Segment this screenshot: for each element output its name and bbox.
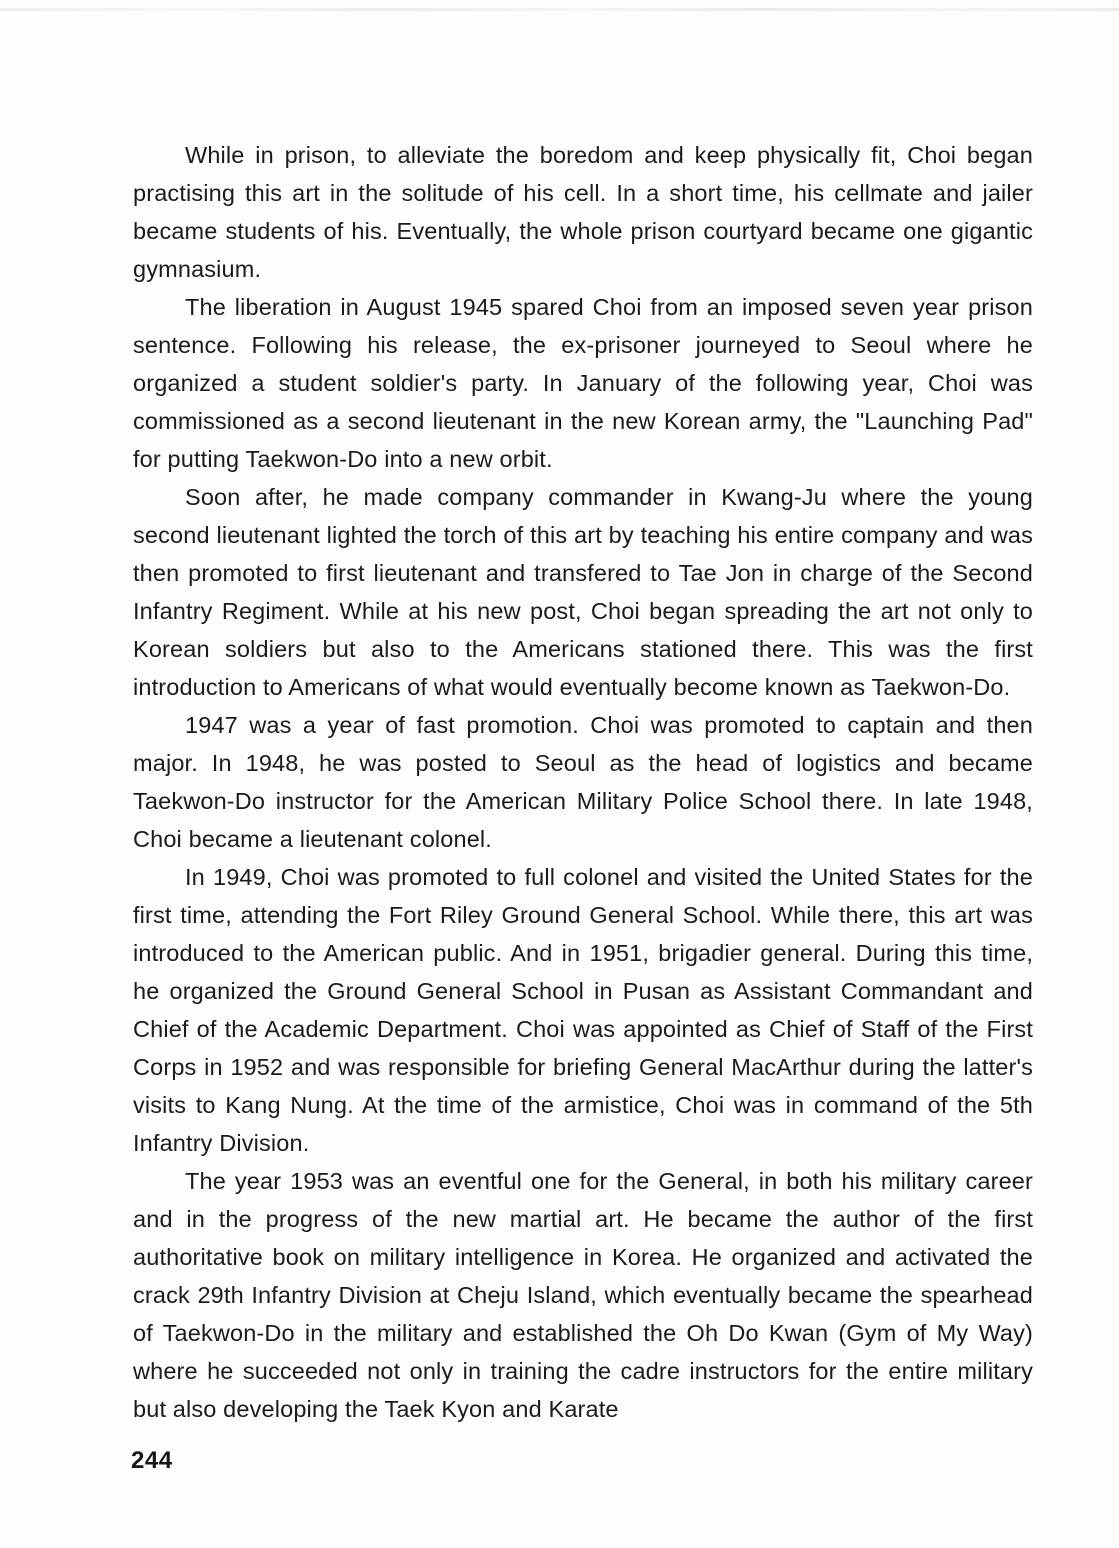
page-number: 244 [131, 1447, 173, 1474]
page-body-text [133, 136, 1033, 1428]
paragraph: 1947 was a year of fast promotion. Choi was promoted to captain and then major. In 1948, he was posted to Seoul as the head of logistics and became Taekwon-Do instructor for the American Military Police School there. In late 1948, Choi became a lieutenant colonel. [133, 712, 1033, 852]
paragraph: Soon after, he made company commander in Kwang-Ju where the young second lieutenant lighted the torch of this art by teaching his entire company and was then promoted to first lieutenant and transfered to Tae Jon in charge of the Second Infantry Regiment. While at his new post, Choi began spreading the art not only to Korean soldiers but also to the Americans stationed there. This was the first introduction to Americans of what would eventually become known as Taekwon-Do. [133, 484, 1033, 700]
paragraph: In 1949, Choi was promoted to full colonel and visited the United States for the first time, attending the Fort Riley Ground General School. While there, this art was introduced to the American public. And in 1951, brigadier general. During this time, he organized the Ground General School in Pusan as Assistant Commandant and Chief of the Academic Department. Choi was appointed as Chief of Staff of the First Corps in 1952 and was responsible for briefing General MacArthur during the latter's visits to Kang Nung. At the time of the armistice, Choi was in command of the 5th Infantry Division. [133, 864, 1033, 1156]
paragraph: While in prison, to alleviate the boredom and keep physically fit, Choi began practising this art in the solitude of his cell. In a short time, his cellmate and jailer became students of his. Eventually, the whole prison courtyard became one gigantic gymnasium. [133, 142, 1033, 282]
paragraph: The year 1953 was an eventful one for the General, in both his military career and in the progress of the new martial art. He became the author of the first authoritative book on military intelligence in Korea. He organized and activated the crack 29th Infantry Division at Cheju Island, which eventually became the spearhead of Taekwon-Do in the military and established the Oh Do Kwan (Gym of My Way) where he succeeded not only in training the cadre instructors for the entire military but also developing the Taek Kyon and Karate [133, 1168, 1033, 1422]
paragraph: The liberation in August 1945 spared Choi from an imposed seven year prison sentence. Following his release, the ex-prisoner journeyed to Seoul where he organized a student soldier's party. In January of the following year, Choi was commissioned as a second lieutenant in the new Korean army, the "Launching Pad" for putting Taekwon-Do into a new orbit. [133, 294, 1033, 472]
scan-artifact-line [0, 8, 1119, 11]
